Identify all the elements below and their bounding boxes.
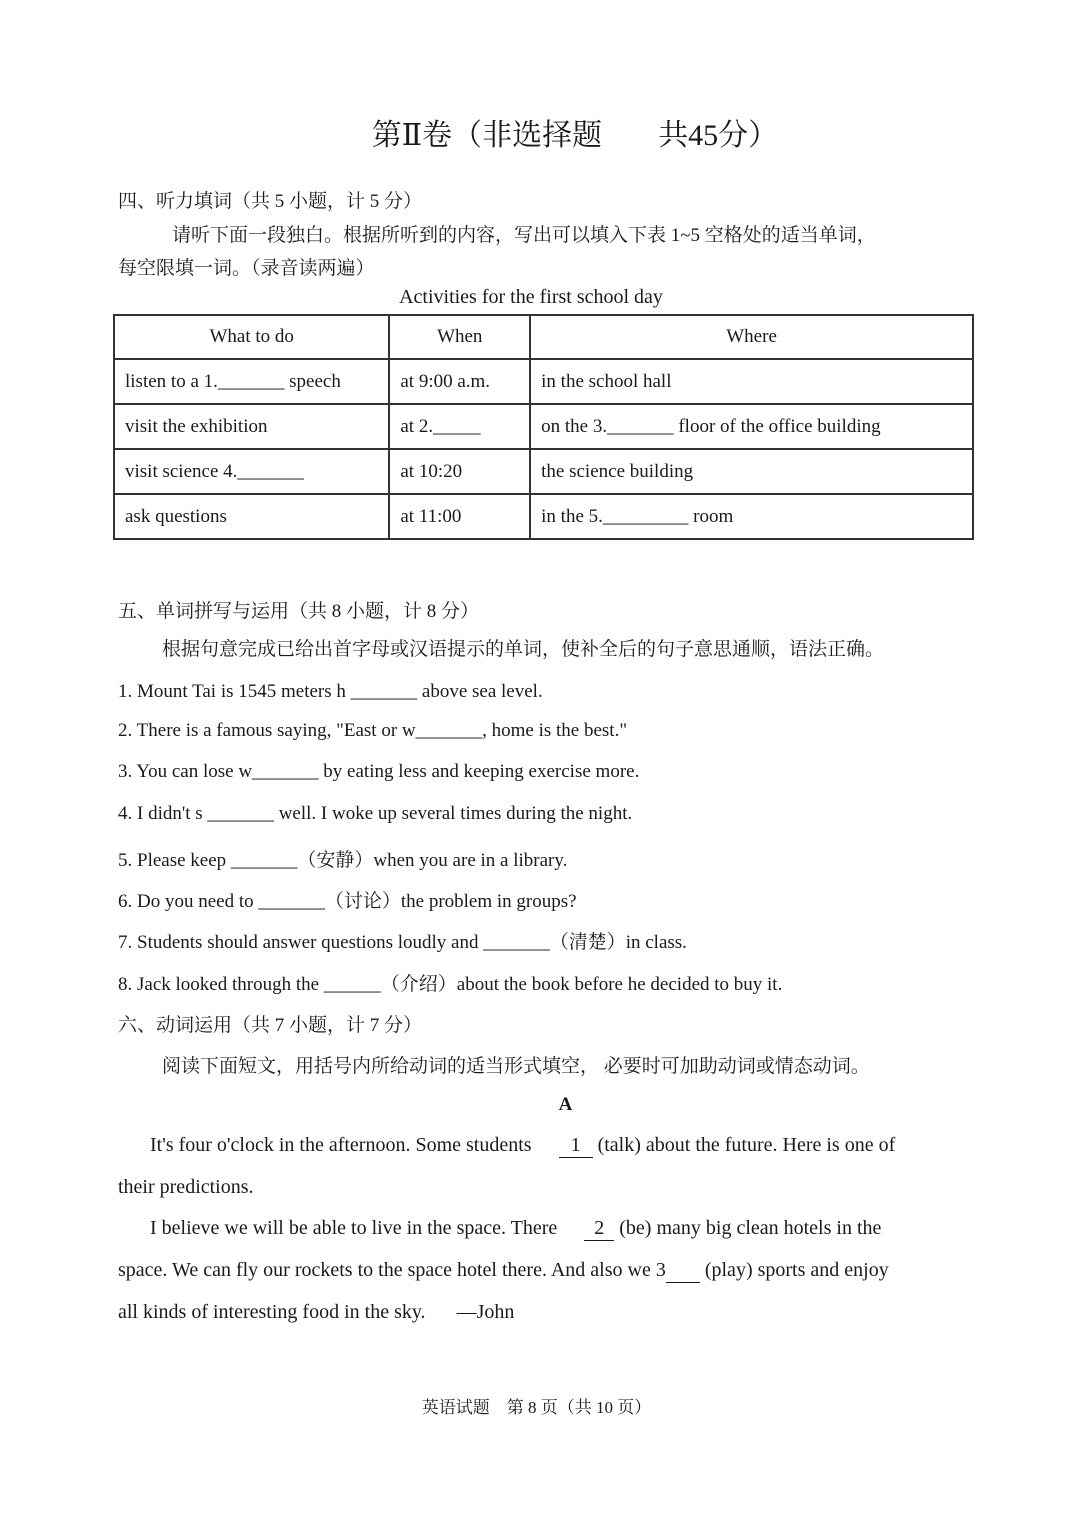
table-cell: ask questions bbox=[114, 494, 389, 539]
table-cell: at 10:20 bbox=[389, 449, 530, 494]
table-cell: the science building bbox=[530, 449, 973, 494]
table-caption: Activities for the first school day bbox=[399, 286, 663, 308]
answer-blank-1: 1 bbox=[559, 1134, 593, 1158]
column-header: When bbox=[389, 315, 530, 359]
table-cell: at 9:00 a.m. bbox=[389, 359, 530, 404]
table-header-row bbox=[114, 315, 973, 359]
activities-table bbox=[113, 314, 974, 540]
section5-instruction: 根据句意完成已给出首字母或汉语提示的单词，使补全后的句子意思通顺，语法正确。 bbox=[162, 639, 885, 660]
table-row bbox=[114, 359, 973, 404]
title-main: 第Ⅱ卷（非选择题 bbox=[371, 119, 603, 152]
table-cell: visit science 4._______ bbox=[114, 449, 389, 494]
answer-blank-2: 2 bbox=[584, 1217, 614, 1241]
passage-text: It's four o'clock in the afternoon. Some students bbox=[150, 1134, 532, 1156]
table-cell: visit the exhibition bbox=[114, 404, 389, 449]
column-header: What to do bbox=[114, 315, 389, 359]
passage-line bbox=[150, 1134, 895, 1158]
passage-text: (be) many big clean hotels in the bbox=[619, 1217, 882, 1239]
column-header: Where bbox=[530, 315, 973, 359]
passage-text: all kinds of interesting food in the sky. bbox=[118, 1301, 426, 1323]
question-1: 1. Mount Tai is 1545 meters h _______ above sea level. bbox=[118, 681, 543, 702]
page-footer: 英语试题 第 8 页（共 10 页） bbox=[421, 1398, 652, 1417]
table-row bbox=[114, 449, 973, 494]
question-5: 5. Please keep _______（安静）when you are in a library. bbox=[118, 850, 568, 871]
table-cell: in the 5._________ room bbox=[530, 494, 973, 539]
passage-line bbox=[118, 1301, 514, 1324]
section6-instruction: 阅读下面短文，用括号内所给动词的适当形式填空， 必要时可加助动词或情态动词。 bbox=[162, 1056, 870, 1077]
section4-instruction-line1: 请听下面一段独白。根据所听到的内容，写出可以填入下表 1~5 空格处的适当单词， bbox=[172, 225, 876, 246]
table-cell: listen to a 1._______ speech bbox=[114, 359, 389, 404]
passage-line: their predictions. bbox=[118, 1176, 254, 1198]
table-cell: in the school hall bbox=[530, 359, 973, 404]
table-cell: at 11:00 bbox=[389, 494, 530, 539]
passage-line bbox=[150, 1217, 881, 1241]
passage-text: I believe we will be able to live in the space. There bbox=[150, 1217, 558, 1239]
question-8: 8. Jack looked through the ______（介绍）about the book before he decided to buy it. bbox=[118, 974, 783, 995]
passage-line bbox=[118, 1259, 889, 1283]
section4-heading: 四、听力填词（共 5 小题，计 5 分） bbox=[118, 191, 423, 212]
question-6: 6. Do you need to _______（讨论）the problem in groups? bbox=[118, 891, 577, 912]
passage-text: (talk) about the future. Here is one of bbox=[597, 1134, 896, 1156]
table-row bbox=[114, 404, 973, 449]
section4-instruction-line2: 每空限填一词。（录音读两遍） bbox=[118, 258, 375, 279]
table-row bbox=[114, 494, 973, 539]
passage-signature: —John bbox=[456, 1301, 515, 1323]
passage-text: (play) sports and enjoy bbox=[704, 1259, 889, 1281]
answer-blank-3 bbox=[666, 1259, 700, 1283]
section6-heading: 六、动词运用（共 7 小题，计 7 分） bbox=[118, 1015, 423, 1036]
page-title bbox=[0, 110, 1087, 154]
title-score: 共45分） bbox=[658, 119, 779, 152]
question-3: 3. You can lose w_______ by eating less and keeping exercise more. bbox=[118, 761, 640, 782]
table-cell: at 2._____ bbox=[389, 404, 530, 449]
section5-heading: 五、单词拼写与运用（共 8 小题，计 8 分） bbox=[118, 601, 480, 622]
question-4: 4. I didn't s _______ well. I woke up several times during the night. bbox=[118, 803, 633, 824]
table-cell: on the 3._______ floor of the office building bbox=[530, 404, 973, 449]
passage-text: space. We can fly our rockets to the space hotel there. And also we 3 bbox=[118, 1259, 666, 1281]
passage-label: A bbox=[558, 1094, 573, 1115]
question-2: 2. There is a famous saying, "East or w_______, home is the best." bbox=[118, 720, 628, 741]
question-7: 7. Students should answer questions loudly and _______（清楚）in class. bbox=[118, 932, 687, 953]
